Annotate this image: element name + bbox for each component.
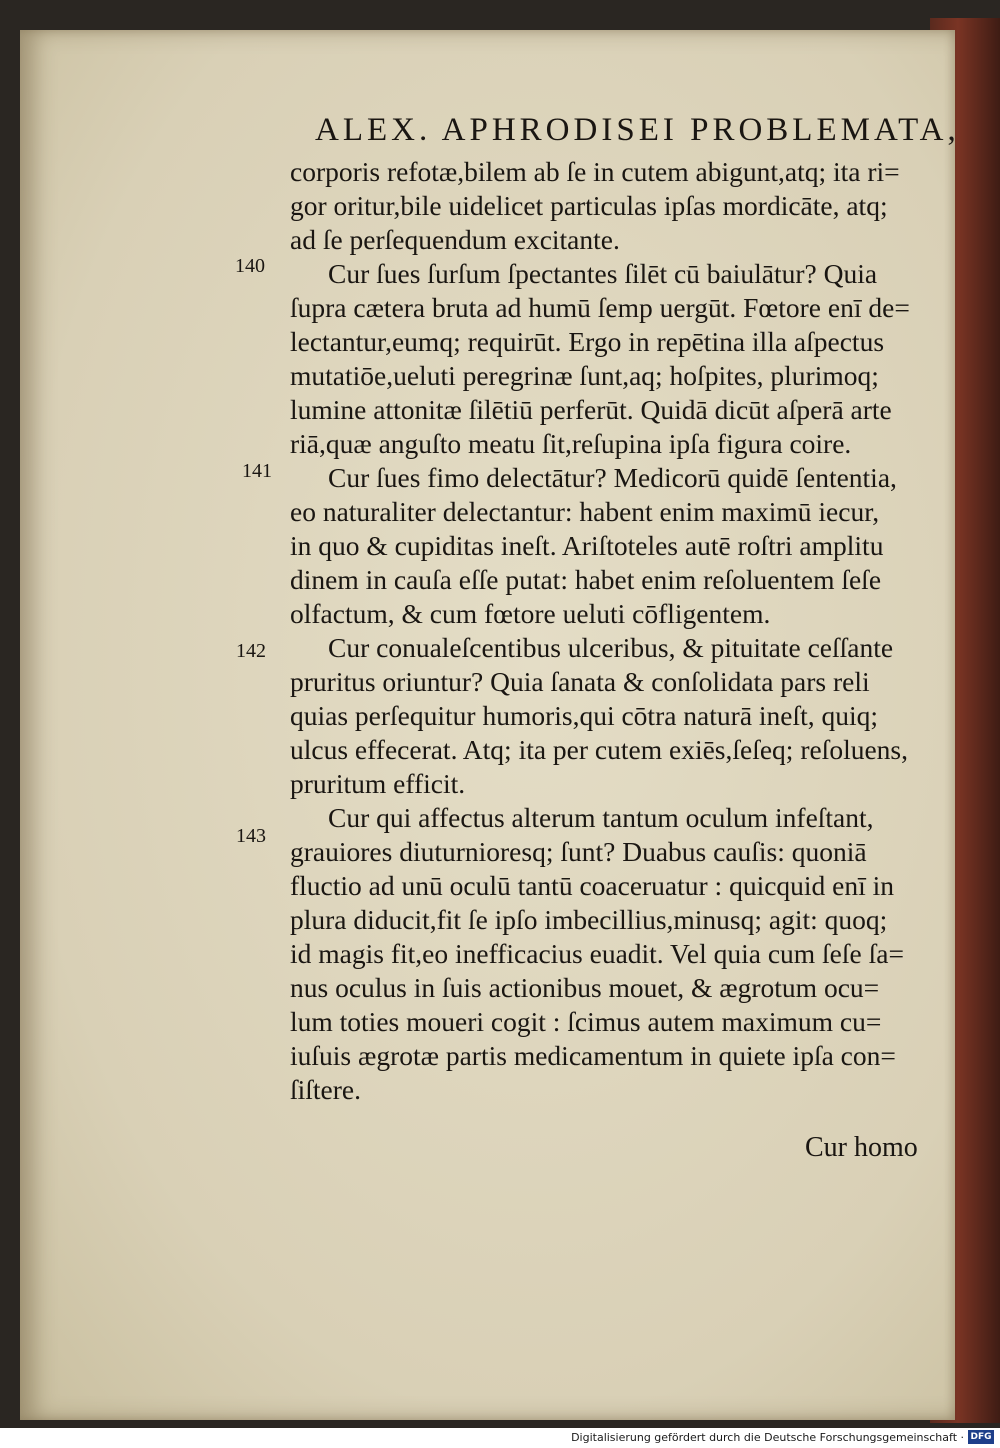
text-line: dinem in cauſa eſſe putat: habet enim reſoluentem ſeſe bbox=[290, 564, 882, 595]
text-line: Cur conualeſcentibus ulceribus, & pituitate ceſſante bbox=[328, 632, 894, 663]
text-line: plura diducit,fit ſe ipſo imbecillius,minusq; agit: quoq; bbox=[290, 904, 888, 935]
text-line: iuſuis ægrotæ partis medicamentum in quiete ipſa con= bbox=[290, 1040, 896, 1071]
text-line: eo naturaliter delectantur: habent enim maximū iecur, bbox=[290, 496, 880, 527]
text-line: mutatiōe,ueluti peregrinæ ſunt,aq; hoſpites, plurimoq; bbox=[290, 360, 879, 391]
funding-credit: Digitalisierung gefördert durch die Deutsche Forschungsgemeinschaft · bbox=[571, 1431, 964, 1444]
text-line: ſupra cætera bruta ad humū ſemp uergūt. Fœtore enī de= bbox=[290, 292, 910, 323]
text-line: lectantur,eumq; requirūt. Ergo in repētina illa aſpectus bbox=[290, 326, 885, 357]
margin-number: 140 bbox=[235, 255, 265, 277]
running-header: ALEX. APHRODISEI PROBLEMATA, bbox=[315, 112, 960, 148]
text-line: Cur ſues fimo delectātur? Medicorū quidē ſententia, bbox=[328, 462, 897, 493]
text-line: olfactum, & cum fœtore ueluti cōfligentem. bbox=[290, 598, 771, 629]
text-line: id magis fit,eo inefficacius euadit. Vel quia cum ſeſe ſa= bbox=[290, 938, 904, 969]
text-line: nus oculus in ſuis actionibus mouet, & ægrotum ocu= bbox=[290, 972, 880, 1003]
catchword: Cur homo bbox=[805, 1132, 918, 1163]
text-line: in quo & cupiditas ineſt. Ariſtoteles autē roſtri amplitu bbox=[290, 530, 884, 561]
text-line: pruritum efficit. bbox=[290, 768, 466, 799]
margin-number: 143 bbox=[236, 825, 266, 847]
text-line: lum toties moueri cogit : ſcimus autem maximum cu= bbox=[290, 1006, 882, 1037]
text-line: lumine attonitæ ſilētiū perferūt. Quidā dicūt aſperā arte bbox=[290, 394, 892, 425]
text-line: ulcus effecerat. Atq; ita per cutem exiēs,ſeſeq; reſoluens, bbox=[290, 734, 908, 765]
text-line: gor oritur,bile uidelicet particulas ipſas mordicāte, atq; bbox=[290, 190, 888, 221]
text-line: riā,quæ anguſto meatu ſit,reſupina ipſa figura coire. bbox=[290, 428, 852, 459]
margin-number: 141 bbox=[242, 460, 272, 482]
text-line: pruritus oriuntur? Quia ſanata & conſolidata pars reli bbox=[290, 666, 870, 697]
margin-number: 142 bbox=[236, 640, 266, 662]
dfg-logo: DFG bbox=[968, 1430, 994, 1444]
text-line: corporis refotæ,bilem ab ſe in cutem abigunt,atq; ita ri= bbox=[290, 156, 900, 187]
text-line: ad ſe perſequendum excitante. bbox=[290, 224, 620, 255]
text-line: fluctio ad unū oculū tantū coaceruatur : quicquid enī in bbox=[290, 870, 895, 901]
text-line: ſiſtere. bbox=[290, 1074, 362, 1105]
text-line: Cur qui affectus alterum tantum oculum infeſtant, bbox=[328, 802, 874, 833]
text-line: Cur ſues ſurſum ſpectantes ſilēt cū baiulātur? Quia bbox=[328, 258, 878, 289]
text-line: quias perſequitur humoris,qui cōtra naturā ineſt, quiq; bbox=[290, 700, 879, 731]
text-line: grauiores diuturnioresq; ſunt? Duabus cauſis: quoniā bbox=[290, 836, 867, 867]
